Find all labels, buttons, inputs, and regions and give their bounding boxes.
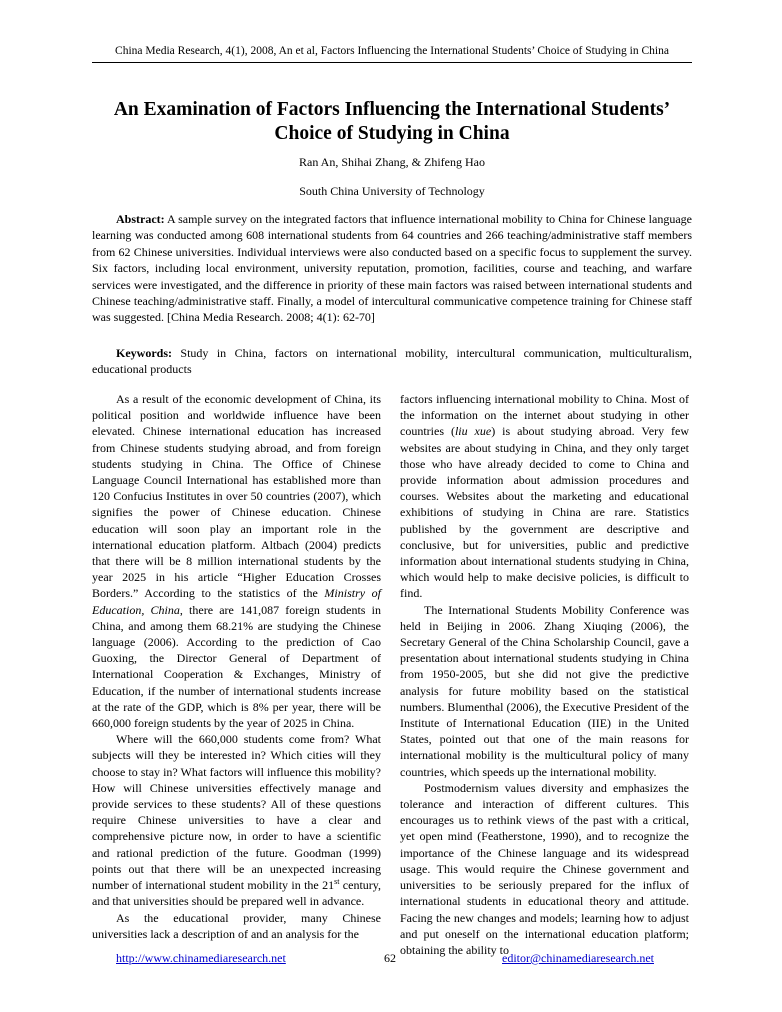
header-rule — [92, 62, 692, 63]
abstract — [92, 211, 692, 326]
title-line-2: Choice of Studying in China — [274, 123, 510, 144]
paragraph: Postmodernism values diversity and emphasizes the tolerance and interaction of different cultures. This encourages us to rethink views of the past with a critical, yet open mind (Featherstone, 1990), and to recognize the importance of the Chinese language and its widespread usage. This would require the Chinese government and universities to be seriously prepared for the influx of international students in educational theory and attitude. Facing the new changes and models; learning how to adjust and put oneself on the international education platform; obtaining the ability to — [400, 780, 689, 957]
text-run: factors influencing international mobility to China. Most of the information on the internet about studying in other countries ( — [400, 392, 689, 439]
paper-title — [60, 98, 724, 146]
running-head: China Media Research, 4(1), 2008, An et al, Factors Influencing the International Students’ Choice of Studying in China — [115, 45, 669, 57]
body-column-right — [400, 391, 689, 958]
abstract-label: Abstract: — [116, 212, 165, 226]
page-number: 62 — [384, 951, 396, 965]
email-link[interactable]: editor@chinamediaresearch.net — [502, 951, 654, 965]
paragraph — [92, 391, 381, 731]
text-run: , there are 141,087 foreign students in China, and among them 68.21% are studying the Chinese language (2006). According to the prediction of Cao Guoxing, the Director General of Department of International Cooperation & Exchanges, Ministry of Education, if the number of international students increase at the rate of the GDP, which is 8% per year, there will be 660,000 foreign students by the year of 2025 in China. — [92, 602, 381, 731]
abstract-text: A sample survey on the integrated factors that influence international mobility to China for Chinese language learning was conducted among 608 international students from 64 countries and 266 teaching/administrative staff members from 62 Chinese universities. Individual interviews were also conducted based on a specific focus to supplement the survey. Six factors, including local environment, university reputation, promotion, facilities, course and teaching, and warfare services were investigated, and the difference in priority of these main factors was raised between international students and Chinese teaching/administrative staff. Finally, a model of intercultural communicative competence training for Chinese staff was suggested. [China Media Research. 2008; 4(1): 62-70] — [92, 212, 692, 325]
affiliation: South China University of Technology — [299, 184, 485, 198]
text-run: As a result of the economic development of China, its political position and worldwide influence have been elevated. Chinese international education has increased from Chinese students studying abroad, and from foreign students studying in China. The Office of Chinese Language Council International has established more than 120 Confucius Institutes in over 50 countries (2007), which signifies the power of Chinese education. Chinese education will soon play an important role in the international education platform. Altbach (2004) predicts that there will be 8 million international students by the year 2025 in his article “Higher Education Crosses Borders.” According to the statistics of the — [92, 392, 381, 601]
body-column-left — [92, 391, 381, 942]
paragraph: The International Students Mobility Conference was held in Beijing in 2006. Zhang Xiuqing (2006), the Secretary General of the China Scholarship Council, gave a presentation about international students studying in China from 1950-2005, but she did not give the predictive analysis for future mobility based on the statistical numbers. Blumenthal (2006), the Executive President of the Institute of International Education (IIE) in the United States, pointed out that one of the main reasons for international mobility is the multicultural policy of many countries, which speeds up the international mobility. — [400, 602, 689, 779]
italic-text: Ministry of Education, China — [92, 586, 381, 617]
keywords — [92, 345, 692, 378]
authors: Ran An, Shihai Zhang, & Zhifeng Hao — [299, 155, 485, 169]
superscript: st — [334, 877, 340, 887]
text-run: ) is about studying abroad. Very few websites are about studying in China, and they only target those who have already decided to come to China and provide information about admission procedures and courses. Websites about the marketing and educational exhibitions of studying in China are rare. Statistics published by the government are descriptive and conclusive, but for universities, public and predictive information about international students studying in China, which would help to make decisive policies, is difficult to find. — [400, 424, 690, 601]
keywords-label: Keywords: — [116, 346, 172, 360]
italic-text: liu xue — [454, 424, 492, 439]
text-run: century, and that universities should be prepared well in advance. — [92, 878, 382, 909]
website-link[interactable]: http://www.chinamediaresearch.net — [116, 951, 286, 965]
paragraph — [92, 731, 381, 909]
paragraph: As the educational provider, many Chinese universities lack a description of and an analysis for the — [92, 910, 381, 941]
keywords-text: Study in China, factors on international mobility, intercultural communication, multiculturalism, educational products — [92, 346, 692, 377]
title-line-1: An Examination of Factors Influencing the International Students’ — [113, 99, 671, 120]
paragraph — [400, 391, 689, 602]
text-run: Where will the 660,000 students come from? What subjects will they be interested in? Which cities will they choose to stay in? What factors will influence this mobility? How will Chinese universities effectively manage and provide services to these students? All of these questions require Chinese universities to have a clear and comprehensive picture now, in order to have a scientific and rational prediction of the future. Goodman (1999) points out that there will be an unexpected increasing number of international student mobility in the 21 — [92, 732, 381, 893]
